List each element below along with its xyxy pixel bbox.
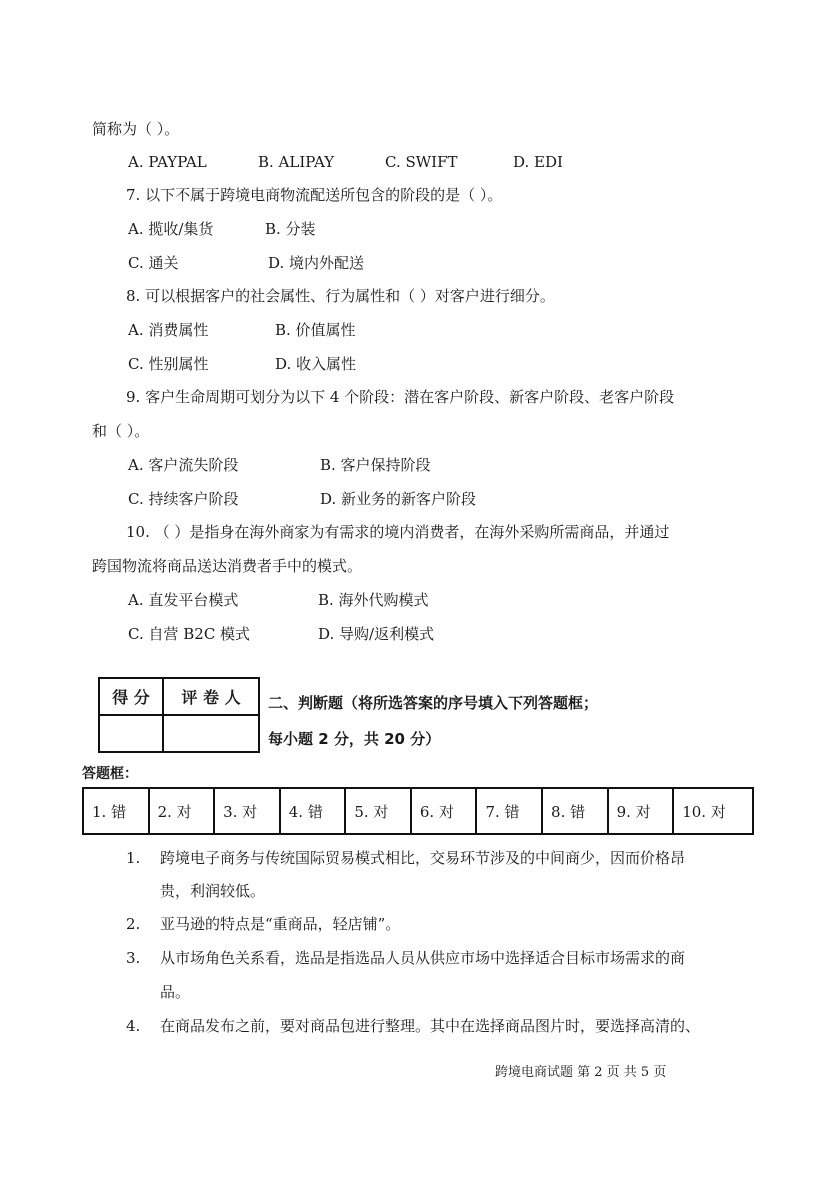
q6-option-b: B. ALIPAY [258,153,335,171]
answer-cell: 10. 对 [673,788,753,834]
statement-3-number: 3. [126,949,141,967]
q9-option-a: A. 客户流失阶段 [128,456,239,474]
answer-cell: 5. 对 [345,788,411,834]
q10-option-c: C. 自营 B2C 模式 [128,625,251,643]
q6-option-d: D. EDI [513,153,563,171]
q9-option-b: B. 客户保持阶段 [320,456,431,474]
q8-option-b: B. 价值属性 [275,321,356,339]
statement-1-line2: 贵，利润较低。 [160,882,266,900]
q9-text-line1: 9. 客户生命周期可划分为以下 4 个阶段：潜在客户阶段、新客户阶段、老客户阶段 [126,388,675,406]
q8-option-d: D. 收入属性 [275,355,357,373]
section2-title-line1: 二、判断题（将所选答案的序号填入下列答题框； [268,694,599,712]
answer-table [82,787,754,835]
page-footer: 跨境电商试题 第 2 页 共 5 页 [495,1065,667,1080]
grader-label: 评 卷 人 [163,678,259,715]
answer-cell: 4. 错 [280,788,346,834]
score-box [98,677,260,753]
score-field[interactable] [99,715,163,752]
answer-cell: 9. 对 [608,788,674,834]
q9-option-c: C. 持续客户阶段 [128,490,239,508]
answer-cell: 1. 错 [83,788,149,834]
answer-cell: 2. 对 [149,788,215,834]
grader-field[interactable] [163,715,259,752]
section2-title-line2: 每小题 2 分，共 20 分） [268,730,441,748]
q10-text-line2: 跨国物流将商品送达消费者手中的模式。 [92,557,363,575]
q6-option-a: A. PAYPAL [128,153,207,171]
q9-option-d: D. 新业务的新客户阶段 [320,490,477,508]
q8-option-a: A. 消费属性 [128,321,209,339]
statement-1-number: 1. [126,849,141,867]
q9-text-line2: 和（ ）。 [92,422,150,440]
statement-4-number: 4. [126,1017,141,1035]
answer-box-label: 答题框： [82,766,138,782]
answer-cell: 6. 对 [411,788,477,834]
q7-option-b: B. 分装 [265,220,316,238]
q8-option-c: C. 性别属性 [128,355,209,373]
answer-cell: 8. 错 [542,788,608,834]
q7-option-a: A. 揽收/集货 [128,220,214,238]
q7-option-c: C. 通关 [128,254,179,272]
q8-text: 8. 可以根据客户的社会属性、行为属性和（ ）对客户进行细分。 [126,287,555,305]
q10-option-b: B. 海外代购模式 [318,591,429,609]
q10-text-line1: 10. （ ）是指身在海外商家为有需求的境内消费者，在海外采购所需商品，并通过 [126,523,670,541]
q6-option-c: C. SWIFT [385,153,458,171]
q10-option-a: A. 直发平台模式 [128,591,239,609]
q7-text: 7. 以下不属于跨境电商物流配送所包含的阶段的是（ ）。 [126,186,503,204]
statement-2-line1: 亚马逊的特点是“重商品，轻店铺”。 [160,915,401,933]
statement-3-line1: 从市场角色关系看，选品是指选品人员从供应市场中选择适合目标市场需求的商 [160,949,686,967]
answer-cell: 3. 对 [214,788,280,834]
statement-1-line1: 跨境电子商务与传统国际贸易模式相比，交易环节涉及的中间商少，因而价格昂 [160,849,686,867]
answer-cell: 7. 错 [476,788,542,834]
statement-2-number: 2. [126,915,141,933]
q7-option-d: D. 境内外配送 [268,254,365,272]
statement-4-line1: 在商品发布之前，要对商品包进行整理。其中在选择商品图片时，要选择高清的、 [160,1017,701,1035]
q10-option-d: D. 导购/返利模式 [318,625,435,643]
statement-3-line2: 品。 [160,983,191,1001]
score-label: 得 分 [99,678,163,715]
q6-tail: 简称为（ ）。 [92,120,180,138]
